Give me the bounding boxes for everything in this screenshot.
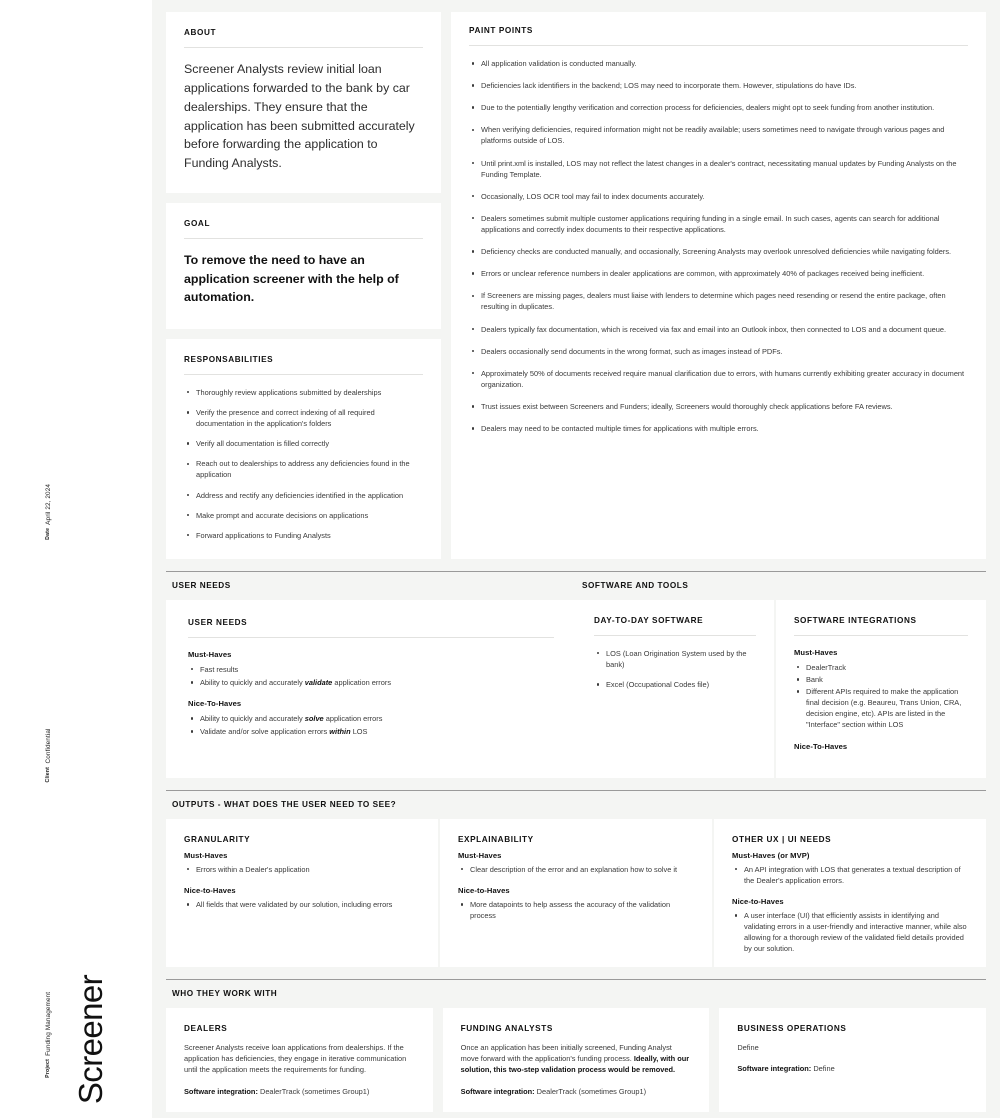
funding-analysts-card: [443, 1008, 710, 1112]
granularity-must-label: Must-Haves: [184, 850, 228, 860]
other-ux-nice-label: Nice-to-Haves: [732, 897, 784, 907]
explainability-title: EXPLAINABILITY: [458, 834, 534, 844]
day-to-day-title: DAY-TO-DAY SOFTWARE: [594, 615, 704, 625]
list-item: Verify the presence and correct indexing of all required documentation in the application's folders: [184, 407, 423, 429]
business-operations-body-text: Define: [737, 1042, 759, 1052]
list-item: A user interface (UI) that efficiently assists in identifying and validating errors in a user-friendly and interactive manner, while also allowing for a thorough review of the validated field details provided by our solution.: [732, 910, 968, 954]
business-operations-body: [737, 1042, 968, 1053]
funding-analysts-body-text: Once an application has been initially screened, Funding Analyst move forward with the application's funding process.: [460, 1042, 672, 1064]
dealers-integration: [184, 1086, 415, 1097]
user-needs-divider: [188, 637, 554, 638]
list-item: Verify all documentation is filled correctly: [184, 438, 423, 449]
rail-date-value: April 22, 2024: [45, 484, 52, 526]
responsabilities-title: RESPONSABILITIES: [184, 354, 274, 364]
funding-analysts-integration-value: DealerTrack (sometimes Group1): [536, 1086, 647, 1096]
integrations-nice-label: Nice-To-Haves: [794, 741, 848, 751]
software-integrations-divider: [794, 635, 968, 636]
responsabilities-divider: [184, 374, 423, 375]
about-card: [166, 12, 441, 193]
list-item: Ability to quickly and accurately solve application errors: [188, 713, 554, 724]
user-needs-band-title: USER NEEDS: [166, 571, 576, 600]
rail-project-value: Funding Management: [45, 992, 52, 1057]
user-needs-section: [166, 571, 576, 778]
top-band: [152, 0, 1000, 559]
rail-meta-project: [46, 958, 53, 1078]
dealers-body: [184, 1042, 415, 1076]
other-ux-nice-list: [732, 910, 968, 954]
day-to-day-list: [594, 648, 756, 690]
outputs-band-title: OUTPUTS - WHAT DOES THE USER NEED TO SEE?: [166, 790, 986, 819]
list-item: When verifying deficiencies, required information might not be readily available; users sometimes need to navigate through various pages and platforms outside of LOS.: [469, 124, 968, 146]
right-column: [451, 12, 986, 559]
list-item: Dealers may need to be contacted multiple times for applications with multiple errors.: [469, 423, 968, 434]
granularity-title: GRANULARITY: [184, 834, 251, 844]
software-band-title: SOFTWARE AND TOOLS: [576, 571, 986, 600]
granularity-nice-list: [184, 899, 420, 910]
list-item: Reach out to dealerships to address any deficiencies found in the application: [184, 458, 423, 480]
about-title: ABOUT: [184, 28, 217, 37]
list-item: If Screeners are missing pages, dealers must liaise with lenders to determine which pages need resending or resend the entire package, often resulting in duplicates.: [469, 290, 968, 312]
funding-analysts-integration: [461, 1086, 692, 1097]
who-row: [166, 1008, 986, 1112]
dealers-integration-label: Software integration:: [184, 1086, 258, 1096]
list-item: Until print.xml is installed, LOS may not reflect the latest changes in a dealer's contract, necessitating manual updates by Funding Analysts on the Funding Template.: [469, 158, 968, 180]
rail-date-label: Date: [45, 528, 51, 540]
business-operations-integration: [737, 1063, 968, 1074]
left-column: [166, 12, 441, 559]
business-operations-integration-label: Software integration:: [737, 1064, 812, 1074]
dealers-card: [166, 1008, 433, 1112]
list-item: Bank: [794, 674, 968, 685]
funding-analysts-body: [461, 1042, 692, 1076]
rail-client-label: Client: [45, 766, 51, 782]
integrations-must-list: [794, 662, 968, 731]
other-ux-must-list: [732, 864, 968, 886]
list-item: Clear description of the error and an explanation how to solve it: [458, 864, 694, 875]
responsabilities-list: [184, 387, 423, 541]
user-needs-card-title: USER NEEDS: [188, 617, 248, 627]
list-item: DealerTrack: [794, 662, 968, 673]
dealers-title: DEALERS: [184, 1023, 228, 1033]
software-integrations-title: SOFTWARE INTEGRATIONS: [794, 615, 917, 625]
list-item: Errors or unclear reference numbers in dealer applications are common, with approximately 40% of packages received being inefficient.: [469, 268, 968, 279]
rail-date-text: [46, 484, 52, 540]
business-operations-title: BUSINESS OPERATIONS: [737, 1023, 847, 1033]
day-to-day-software-card: [576, 600, 774, 778]
emphasis-text: within: [329, 727, 351, 737]
list-item: Thoroughly review applications submitted by dealerships: [184, 387, 423, 398]
list-item: Trust issues exist between Screeners and Funders; ideally, Screeners would thoroughly check applications before FA reviews.: [469, 401, 968, 412]
pain-points-list: [469, 58, 968, 434]
explainability-must-label: Must-Haves: [458, 850, 502, 860]
pain-points-title: PAINT POINTS: [469, 26, 533, 35]
mid-band: [152, 559, 1000, 778]
goal-text: To remove the need to have an application screener with the help of automation.: [184, 253, 399, 305]
list-item: Excel (Occupational Codes file): [594, 679, 756, 690]
left-margin-rail: [0, 0, 152, 1118]
business-operations-integration-value: Define: [813, 1064, 835, 1074]
other-ux-must-label: Must-Haves (or MVP): [732, 850, 810, 860]
dealers-integration-value: DealerTrack (sometimes Group1): [259, 1086, 370, 1096]
funding-analysts-title: FUNDING ANALYSTS: [460, 1023, 553, 1033]
day-to-day-divider: [594, 635, 756, 636]
software-tools-section: [576, 571, 986, 778]
emphasis-text: validate: [304, 677, 333, 687]
who-they-work-with-section: [152, 967, 1000, 1112]
dealers-body-text: Screener Analysts receive loan applications from dealerships. If the application has deficiencies, they engage in iterative communication until the application meets the requirements for funding.: [184, 1042, 407, 1075]
explainability-nice-label: Nice-to-Haves: [458, 885, 510, 895]
list-item: Deficiencies lack identifiers in the backend; LOS may need to incorporate them. However, stipulations do have IDs.: [469, 80, 968, 91]
other-ux-ui-needs-card: [714, 819, 986, 967]
list-item: Approximately 50% of documents received require manual clarification due to errors, with humans currently exhibiting greater accuracy in document organization.: [469, 368, 968, 390]
list-item: Deficiency checks are conducted manually, and occasionally, Screening Analysts may overlook unresolved deficiencies while navigating folders.: [469, 246, 968, 257]
content-canvas: [152, 0, 1000, 1118]
list-item: Validate and/or solve application errors within LOS: [188, 726, 554, 737]
rail-meta-client: [46, 570, 53, 782]
list-item: An API integration with LOS that generates a textual description of the Dealer's application errors.: [732, 864, 968, 886]
business-operations-card: [719, 1008, 986, 1112]
list-item: Due to the potentially lengthy verification and correction process for deficiencies, dealers might opt to seek funding from another institution.: [469, 102, 968, 113]
user-needs-card: [166, 600, 576, 778]
list-item: Dealers typically fax documentation, which is received via fax and email into an Outlook inbox, then connected to LOS and a document queue.: [469, 324, 968, 335]
user-needs-nice-label: Nice-To-Haves: [188, 699, 242, 709]
goal-card: [166, 203, 441, 329]
granularity-must-list: [184, 864, 420, 875]
funding-analysts-integration-label: Software integration:: [460, 1086, 535, 1096]
pain-points-card: [451, 12, 986, 559]
rail-meta-date: [46, 292, 53, 540]
rail-client-text: [46, 729, 52, 782]
list-item: All application validation is conducted manually.: [469, 58, 968, 69]
list-item: All fields that were validated by our solution, including errors: [184, 899, 420, 910]
software-row: [576, 600, 986, 778]
outputs-row: [166, 819, 986, 967]
list-item: Make prompt and accurate decisions on applications: [184, 510, 423, 521]
rail-client-value: Confidential: [45, 728, 52, 764]
integrations-must-label: Must-Haves: [794, 647, 838, 657]
other-ux-title: OTHER UX | UI NEEDS: [732, 834, 832, 844]
persona-title: Screener: [72, 974, 109, 1104]
list-item: Ability to quickly and accurately validate application errors: [188, 677, 554, 688]
list-item: More datapoints to help assess the accuracy of the validation process: [458, 899, 694, 921]
list-item: Different APIs required to make the application final decision (e.g. Beaureu, Trans Union, CRA, decision engine, etc). APIs are listed in the "Interface" section within LOS: [794, 686, 968, 730]
responsabilities-card: [166, 339, 441, 559]
list-item: Dealers sometimes submit multiple customer applications requiring funding in a single email. In such cases, agents can search for additional applications and correctly index documents to their respective applications.: [469, 213, 968, 235]
list-item: Address and rectify any deficiencies identified in the application: [184, 490, 423, 501]
software-integrations-card: [776, 600, 986, 778]
user-needs-nice-list: [188, 713, 554, 737]
who-band-title: WHO THEY WORK WITH: [166, 979, 986, 1008]
list-item: Fast results: [188, 664, 554, 675]
list-item: Errors within a Dealer's application: [184, 864, 420, 875]
goal-title: GOAL: [184, 219, 211, 229]
rail-project-label: Project: [45, 1059, 51, 1078]
pain-points-divider: [469, 45, 968, 46]
list-item: Dealers occasionally send documents in the wrong format, such as images instead of PDFs.: [469, 346, 968, 357]
list-item: LOS (Loan Origination System used by the bank): [594, 648, 756, 670]
outputs-section: [152, 778, 1000, 967]
granularity-card: [166, 819, 438, 967]
user-needs-must-label: Must-Haves: [188, 649, 232, 659]
explainability-card: [440, 819, 712, 967]
list-item: Forward applications to Funding Analysts: [184, 530, 423, 541]
rail-project-text: [46, 992, 52, 1078]
granularity-nice-label: Nice-to-Haves: [184, 885, 236, 895]
goal-divider: [184, 238, 423, 239]
emphasis-text: solve: [304, 714, 324, 724]
funding-analysts-body-bold: Ideally, with our solution, this two-step validation process would be removed.: [460, 1054, 690, 1075]
about-text: Screener Analysts review initial loan applications forwarded to the bank by car dealerships. They ensure that the application has been submitted accurately before forwarding the application to Funding Analysts.: [184, 62, 415, 171]
user-needs-must-list: [188, 664, 554, 688]
list-item: Occasionally, LOS OCR tool may fail to index documents accurately.: [469, 191, 968, 202]
explainability-nice-list: [458, 899, 694, 921]
about-divider: [184, 47, 423, 48]
explainability-must-list: [458, 864, 694, 875]
